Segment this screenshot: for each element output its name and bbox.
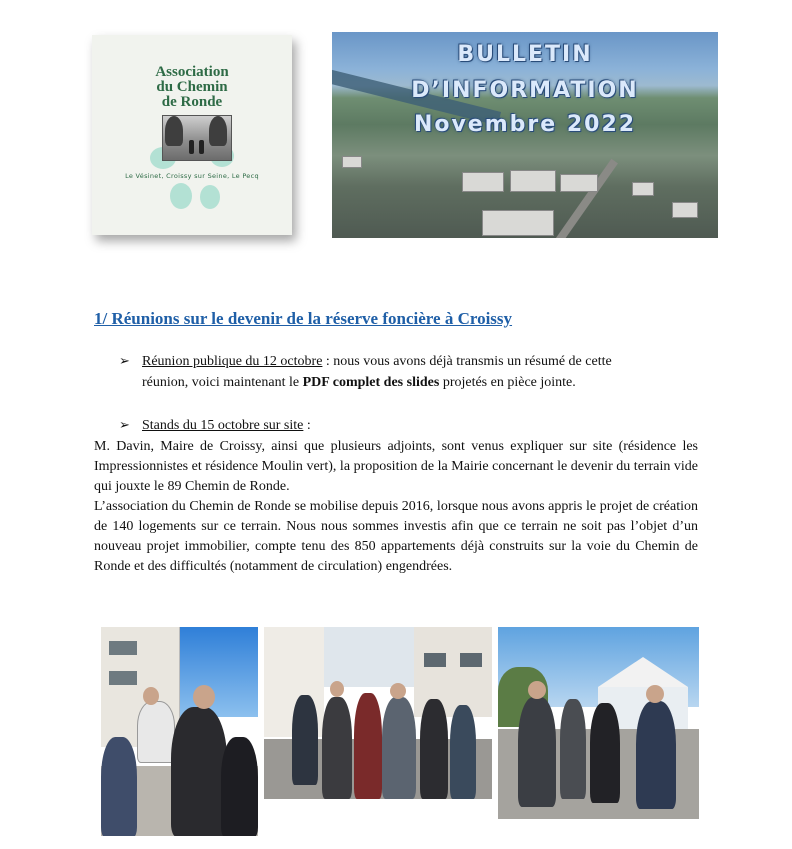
section-heading: 1/ Réunions sur le devenir de la réserve foncière à Croissy xyxy=(94,309,513,328)
building-shape xyxy=(560,174,598,192)
bullet-text: : xyxy=(303,418,311,433)
photo-group-discussion xyxy=(264,627,492,799)
bulletin-banner xyxy=(332,32,718,238)
road-shape xyxy=(554,159,618,238)
bullet-text: projetés en pièce jointe. xyxy=(439,375,576,390)
logo-subtitle: Le Vésinet, Croissy sur Seine, Le Pecq xyxy=(125,172,259,180)
logo-title-line3: de Ronde xyxy=(161,94,223,110)
bullet-text: réunion, voici maintenant le xyxy=(142,375,303,390)
photo-mayor-explaining xyxy=(101,627,258,836)
paragraph-association: L’association du Chemin de Ronde se mobilise depuis 2016, lorsque nous avons appris le projet de création de 140 logements sur ce terrain. Nous nous sommes investis afin que ce terrain ne soit pas l’objet d’un nouveau projet immobilier, compte tenu des 850 appartements déjà construits sur la voie du Chemin de Ronde et des difficultés (notamment de circulation) engendrées. xyxy=(94,499,698,574)
banner-title-line2: D’INFORMATION xyxy=(411,78,639,103)
association-logo xyxy=(92,35,292,235)
building-shape xyxy=(632,182,654,196)
arrow-bullet-icon: ➢ xyxy=(119,353,130,368)
building-shape xyxy=(342,156,362,168)
building-shape xyxy=(482,210,554,236)
public-meeting-link[interactable]: Réunion publique du 12 octobre xyxy=(142,354,323,369)
photo-stand-tent xyxy=(498,627,699,819)
walker-icon xyxy=(199,140,204,154)
logo-title xyxy=(92,65,292,110)
logo-title-line2: du Chemin xyxy=(156,79,228,95)
banner-title-line3: Novembre 2022 xyxy=(413,112,637,137)
logo-photo xyxy=(162,115,232,161)
bullet-stands xyxy=(142,416,311,436)
paragraph-mayor-visit: M. Davin, Maire de Croissy, ainsi que plusieurs adjoints, sont venus expliquer sur site (résidence les Impressionnistes et résidence Moulin vert), la proposition de la Mairie concernant le devenir du terrain vide qui jouxte le 89 Chemin de Ronde. xyxy=(94,439,698,494)
pdf-slides-text: PDF complet des slides xyxy=(302,375,440,390)
building-shape xyxy=(462,172,504,192)
leaf-shape-icon xyxy=(170,183,192,209)
bullet-public-meeting-line2 xyxy=(142,373,576,393)
walker-icon xyxy=(189,140,194,154)
leaf-shape-icon xyxy=(200,185,220,209)
tree-icon xyxy=(209,116,227,146)
tree-icon xyxy=(165,116,183,146)
bullet-public-meeting xyxy=(142,352,698,372)
bullet-text: : nous vous avons déjà transmis un résumé de cette xyxy=(322,354,612,369)
banner-title-line1: BULLETIN xyxy=(457,42,593,67)
building-shape xyxy=(510,170,556,192)
building-shape xyxy=(672,202,698,218)
logo-title-line1: Association xyxy=(155,64,229,80)
stands-link[interactable]: Stands du 15 octobre sur site xyxy=(142,418,304,433)
arrow-bullet-icon: ➢ xyxy=(119,417,130,432)
